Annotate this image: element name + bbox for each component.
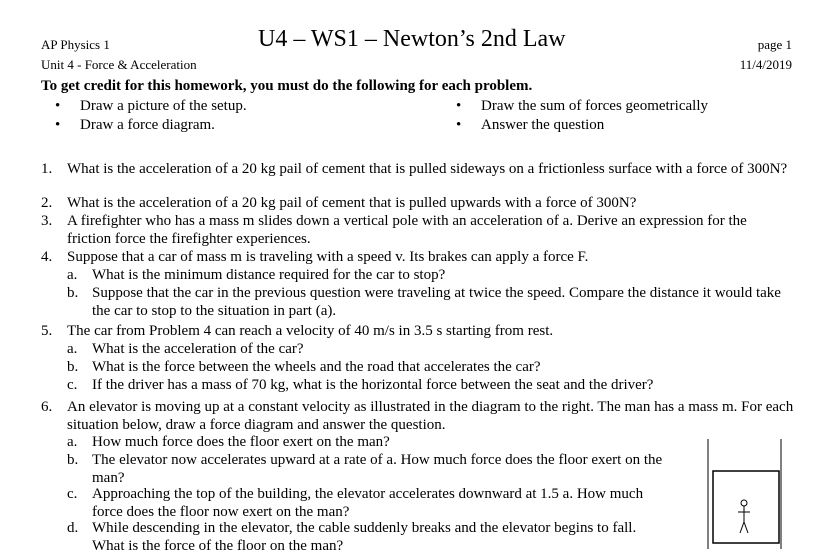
course-name: AP Physics 1 xyxy=(41,37,110,52)
bullet-item xyxy=(55,97,247,116)
worksheet-title: U4 – WS1 – Newton’s 2nd Law xyxy=(258,26,566,52)
part-letter: c. xyxy=(67,486,78,502)
unit-name: Unit 4 - Force & Acceleration xyxy=(41,57,197,72)
part-text: If the driver has a mass of 70 kg, what is the horizontal force between the seat and the driver? xyxy=(92,377,654,393)
part-letter: a. xyxy=(67,341,78,357)
bullet-item xyxy=(55,116,215,135)
bullet-text: Answer the question xyxy=(481,117,605,133)
bullet-dot: • xyxy=(55,117,61,133)
part-letter: a. xyxy=(67,267,78,283)
problem-number: 6. xyxy=(41,399,53,415)
part-text: What is the acceleration of the car? xyxy=(92,341,304,357)
part-text: What is the force between the wheels and the road that accelerates the car? xyxy=(92,359,541,375)
part-text: How much force does the floor exert on the man? xyxy=(92,434,390,450)
part-text: What is the minimum distance required for the car to stop? xyxy=(92,267,446,283)
date: 11/4/2019 xyxy=(739,57,792,72)
part-letter: d. xyxy=(67,520,79,536)
part-text: Approaching the top of the building, the elevator accelerates downward at 1.5 a. How much force does the floor now exert on the man? xyxy=(92,486,644,520)
problem-text: What is the acceleration of a 20 kg pail of cement that is pulled sideways on a frictionless surface with a force of 300N? xyxy=(67,161,788,177)
problem-number: 4. xyxy=(41,249,53,265)
bullet-text: Draw a force diagram. xyxy=(80,117,215,133)
elevator-diagram xyxy=(705,439,785,549)
part-letter: b. xyxy=(67,285,79,301)
elevator-car xyxy=(713,471,779,543)
problem-number: 2. xyxy=(41,195,53,211)
bullet-item xyxy=(456,97,708,116)
problem-text: What is the acceleration of a 20 kg pail of cement that is pulled upwards with a force of 300N? xyxy=(67,195,637,211)
part-letter: b. xyxy=(67,452,79,468)
header-left xyxy=(41,35,197,75)
part-letter: b. xyxy=(67,359,79,375)
problem-text: A firefighter who has a mass m slides down a vertical pole with an acceleration of a. Derive an expression for the friction force the firefighter experiences. xyxy=(67,213,747,247)
bullet-dot: • xyxy=(456,117,462,133)
part-text: The elevator now accelerates upward at a rate of a. How much force does the floor exert on the man? xyxy=(92,452,663,486)
man-icon xyxy=(738,500,750,533)
problem-number: 1. xyxy=(41,161,53,177)
bullet-text: Draw the sum of forces geometrically xyxy=(481,98,708,114)
header-right xyxy=(740,35,792,75)
part-letter: c. xyxy=(67,377,78,393)
bullet-text: Draw a picture of the setup. xyxy=(80,98,247,114)
bullet-dot: • xyxy=(55,98,61,114)
problem-number: 5. xyxy=(41,323,53,339)
part-text: While descending in the elevator, the cable suddenly breaks and the elevator begins to fall. What is the force of the floor on the man? xyxy=(92,520,637,554)
problem-text: An elevator is moving up at a constant velocity as illustrated in the diagram to the right. The man has a mass m. For each situation below, draw a force diagram and answer the question. xyxy=(67,399,794,433)
problem-number: 3. xyxy=(41,213,53,229)
problem-text: Suppose that a car of mass m is traveling with a speed v. Its brakes can apply a force F. xyxy=(67,249,589,265)
instructions-intro: To get credit for this homework, you must do the following for each problem. xyxy=(41,78,533,94)
part-letter: a. xyxy=(67,434,78,450)
bullet-dot: • xyxy=(456,98,462,114)
bullet-item xyxy=(456,116,604,135)
part-text: Suppose that the car in the previous question were traveling at twice the speed. Compare the distance it would take the car to stop to the situation in part (a). xyxy=(92,285,781,319)
page-number: page 1 xyxy=(757,37,792,52)
problem-text: The car from Problem 4 can reach a velocity of 40 m/s in 3.5 s starting from rest. xyxy=(67,323,554,339)
